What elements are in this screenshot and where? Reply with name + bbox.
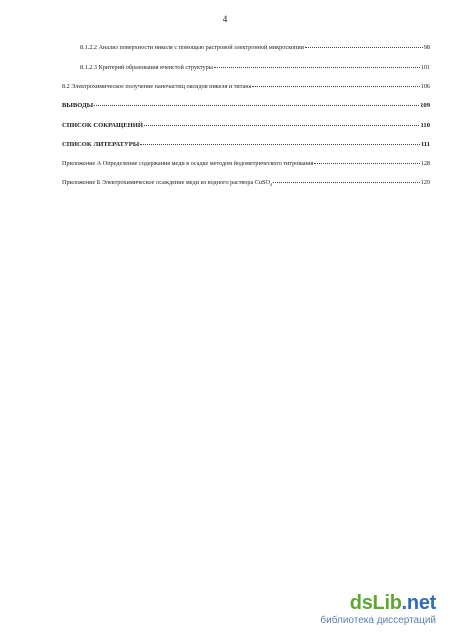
toc-entry-title: ВЫВОДЫ bbox=[62, 102, 94, 109]
toc-entry bbox=[62, 101, 430, 110]
toc-entry bbox=[62, 159, 430, 168]
toc-entry bbox=[62, 82, 430, 91]
toc-entry-page: 129 bbox=[420, 179, 430, 186]
toc-entry bbox=[62, 178, 430, 189]
dslib-tagline: библиотека диссертаций bbox=[320, 615, 436, 626]
toc-leader-dots bbox=[273, 177, 420, 183]
toc-leader-dots bbox=[214, 62, 420, 68]
toc-entry-title: 8.2 Электрохимическое получение наночастиц оксидов никеля и титана bbox=[62, 83, 252, 90]
toc-entry bbox=[62, 140, 430, 149]
toc-leader-dots bbox=[252, 81, 419, 87]
toc-entry-page: 128 bbox=[420, 160, 430, 167]
toc-leader-dots bbox=[305, 42, 423, 48]
toc-leader-dots bbox=[314, 158, 419, 164]
page-number: 4 bbox=[222, 14, 228, 24]
toc-leader-dots bbox=[94, 100, 419, 106]
toc-entry-page: 98 bbox=[423, 44, 430, 51]
toc-entry-title: Приложение А Определение содержания меди в осадке методом йодометрического титрования bbox=[62, 160, 314, 167]
toc-leader-dots bbox=[144, 120, 419, 126]
toc-entry-page: 106 bbox=[420, 83, 430, 90]
toc-entry-page: 109 bbox=[420, 102, 430, 109]
toc-entry-page: 101 bbox=[420, 64, 430, 71]
toc-entry-page: 110 bbox=[420, 122, 430, 129]
toc-entry-title: СПИСОК ЛИТЕРАТУРЫ bbox=[62, 141, 140, 148]
toc-entry bbox=[80, 63, 430, 72]
toc-entry-title: Приложение Б Электрохимическое осаждение меди из водного раствора CuSO$_4$ bbox=[62, 179, 273, 188]
toc-entry bbox=[80, 43, 430, 52]
toc-entry-page: 111 bbox=[420, 141, 430, 148]
toc-entry-title: СПИСОК СОКРАЩЕНИЙ bbox=[62, 122, 143, 129]
dslib-watermark bbox=[320, 593, 436, 626]
toc-entry bbox=[62, 121, 430, 130]
toc-entry-title: 8.1.2.2 Анализ поверхности никеля с помощью растровой электронной микроскопии bbox=[80, 44, 304, 51]
toc-entry-title: 8.1.2.3 Критерий образования ячеистой структуры bbox=[80, 64, 213, 71]
toc-leader-dots bbox=[140, 139, 420, 145]
dslib-logo: dsLib.net bbox=[349, 592, 436, 614]
